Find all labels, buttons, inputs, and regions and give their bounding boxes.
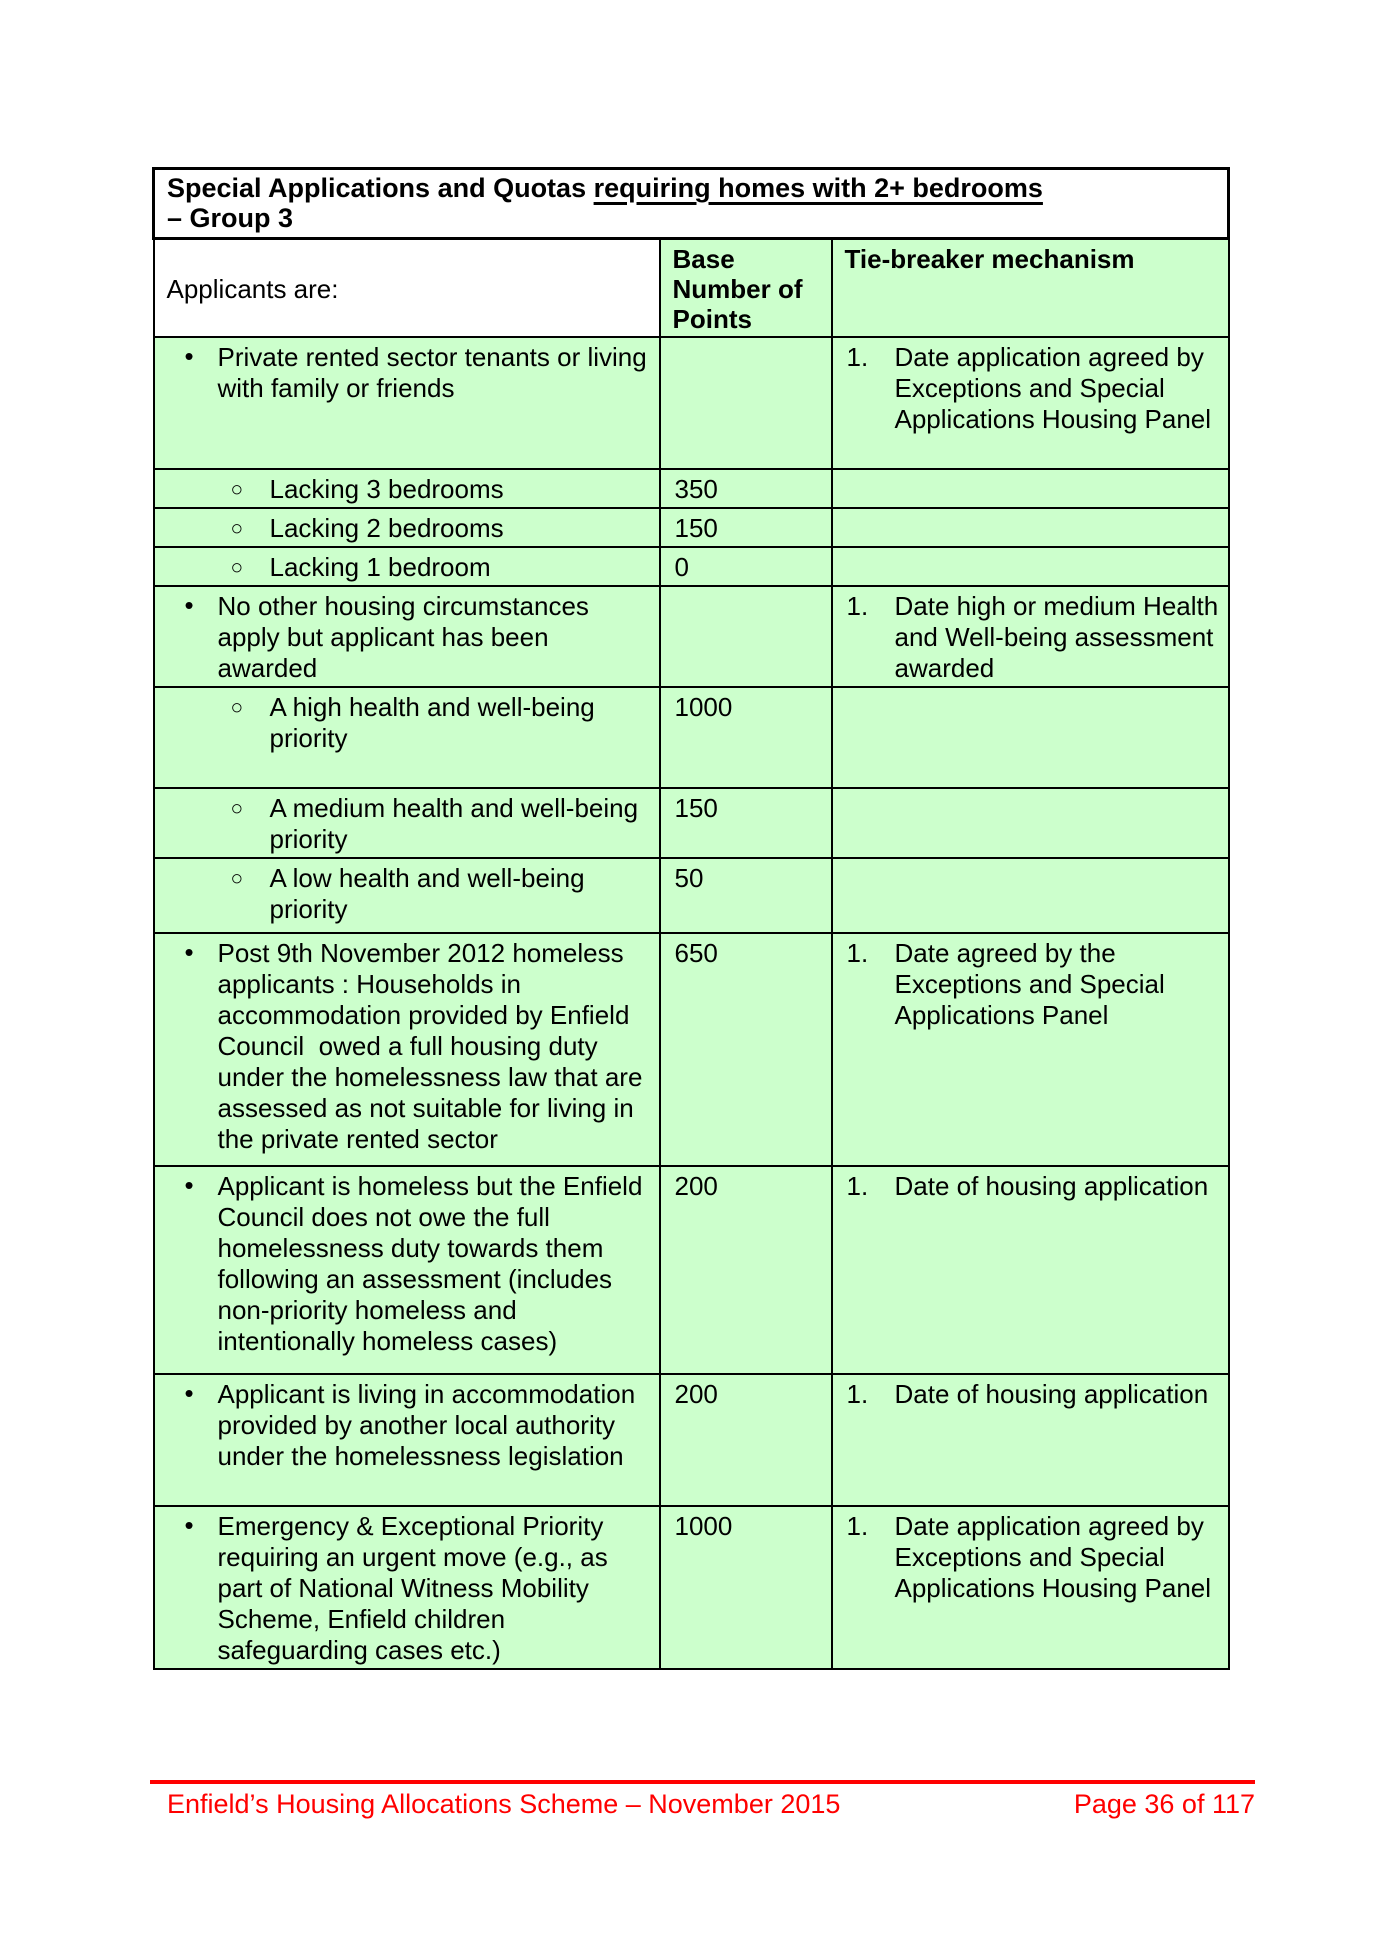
points-cell [660, 1166, 832, 1374]
applicant-cell [154, 1166, 660, 1374]
applicant-item [167, 513, 653, 544]
tiebreaker-item [845, 938, 1222, 1031]
bullet-icon: • [184, 937, 194, 967]
tiebreaker-text: Date application agreed by Exceptions and Special Applications Housing Panel [894, 342, 1212, 434]
points-cell [660, 687, 832, 788]
points-cell [660, 337, 832, 469]
tiebreaker-cell [832, 508, 1229, 547]
tiebreaker-cell [832, 687, 1229, 788]
applicant-text: Applicant is homeless but the Enfield Council does not owe the full homelessness duty towards them following an assessment (includes non-priority homeless and intentionally homeless cases) [217, 1171, 657, 1356]
table-title-row [154, 169, 1229, 239]
circle-icon: ○ [230, 867, 244, 890]
applicant-text: Lacking 2 bedrooms [269, 513, 504, 543]
applicant-text: A high health and well-being priority [269, 692, 602, 753]
circle-icon: ○ [230, 696, 244, 719]
table-row [154, 508, 1229, 547]
points-value: 1000 [674, 692, 733, 722]
points-value: 200 [674, 1379, 718, 1409]
tiebreaker-cell [832, 1374, 1229, 1506]
table-body [154, 337, 1229, 1669]
applicant-item [167, 552, 653, 583]
tiebreaker-cell [832, 586, 1229, 687]
bullet-icon: • [184, 1170, 194, 1200]
applicant-item [167, 863, 653, 925]
points-cell [660, 469, 832, 508]
applicant-cell [154, 586, 660, 687]
header-applicants: Applicants are: [154, 239, 660, 338]
circle-icon: ○ [230, 478, 244, 501]
tiebreaker-item [845, 1511, 1222, 1604]
applicant-cell [154, 508, 660, 547]
points-cell [660, 858, 832, 933]
tiebreaker-cell [832, 547, 1229, 586]
applicant-item [167, 474, 653, 505]
bullet-icon: • [184, 341, 194, 371]
tiebreaker-number: 1. [846, 591, 869, 621]
circle-icon: ○ [230, 556, 244, 579]
tiebreaker-cell [832, 858, 1229, 933]
table-row [154, 933, 1229, 1166]
table-row [154, 337, 1229, 469]
table-row [154, 687, 1229, 788]
points-value: 350 [674, 474, 718, 504]
table-row [154, 586, 1229, 687]
table-title-normal: Special Applications and Quotas [167, 173, 594, 203]
table-row [154, 1374, 1229, 1506]
applicant-item [167, 938, 653, 1155]
tiebreaker-text: Date high or medium Health and Well-being assessment awarded [894, 591, 1226, 683]
tiebreaker-text: Date of housing application [894, 1171, 1209, 1201]
applicant-cell [154, 933, 660, 1166]
applicant-text: A low health and well-being priority [269, 863, 592, 924]
table-row [154, 858, 1229, 933]
applicant-cell [154, 858, 660, 933]
points-value: 50 [674, 863, 704, 893]
tiebreaker-number: 1. [846, 1511, 869, 1541]
table-title-line2: – Group 3 [167, 203, 294, 233]
header-tiebreaker: Tie-breaker mechanism [832, 239, 1229, 338]
table-row [154, 788, 1229, 858]
applicant-text: A medium health and well-being priority [269, 793, 646, 854]
tiebreaker-text: Date application agreed by Exceptions and Special Applications Housing Panel [894, 1511, 1212, 1603]
tiebreaker-cell [832, 933, 1229, 1166]
footer-document-title: Enfield’s Housing Allocations Scheme – November 2015 [167, 1789, 841, 1819]
bullet-icon: • [184, 1378, 194, 1408]
applicant-text: No other housing circumstances apply but applicant has been awarded [217, 591, 597, 683]
applicant-cell [154, 337, 660, 469]
tiebreaker-cell [832, 337, 1229, 469]
tiebreaker-item [845, 1171, 1222, 1202]
table-title-cell [154, 169, 1229, 239]
tiebreaker-cell [832, 1166, 1229, 1374]
applicant-cell [154, 1374, 660, 1506]
applicant-item [167, 1170, 657, 1357]
points-value: 650 [674, 938, 718, 968]
applicant-cell [154, 788, 660, 858]
applicant-cell [154, 1506, 660, 1669]
applicant-cell [154, 547, 660, 586]
tiebreaker-cell [832, 788, 1229, 858]
applicant-text: Lacking 1 bedroom [269, 552, 491, 582]
table-row [154, 469, 1229, 508]
points-value: 200 [674, 1171, 718, 1201]
points-cell [660, 547, 832, 586]
applicant-text: Emergency & Exceptional Priority requiring an urgent move (e.g., as part of National Witness Mobility Scheme, Enfield children safeguarding cases etc.) [217, 1511, 615, 1665]
applicant-item [167, 793, 653, 855]
applicant-item [167, 591, 653, 684]
points-value: 1000 [674, 1511, 733, 1541]
points-value: 150 [674, 793, 718, 823]
page-footer [150, 1780, 1255, 1819]
applicant-text: Post 9th November 2012 homeless applicants : Households in accommodation provided by Enfield Council owed a full housing duty under the homelessness law that are assessed as not suitable for living in the private rented sector [217, 938, 650, 1154]
tiebreaker-item [845, 342, 1222, 435]
applicant-text: Private rented sector tenants or living with family or friends [217, 342, 654, 403]
tiebreaker-number: 1. [846, 1171, 869, 1201]
applicant-text: Lacking 3 bedrooms [269, 474, 504, 504]
points-cell [660, 788, 832, 858]
header-points: Base Number of Points [660, 239, 832, 338]
tiebreaker-item [845, 591, 1226, 684]
applicant-item [167, 692, 653, 754]
table-row [154, 1166, 1229, 1374]
tiebreaker-number: 1. [846, 342, 869, 372]
points-cell [660, 1374, 832, 1506]
points-cell [660, 508, 832, 547]
table-title-line1 [167, 173, 1217, 203]
bullet-icon: • [184, 1510, 194, 1540]
applicant-item [167, 1511, 653, 1666]
circle-icon: ○ [230, 517, 244, 540]
points-cell [660, 933, 832, 1166]
tiebreaker-number: 1. [846, 938, 869, 968]
points-cell [660, 1506, 832, 1669]
points-cell [660, 586, 832, 687]
circle-icon: ○ [230, 797, 244, 820]
tiebreaker-text: Date agreed by the Exceptions and Special Applications Panel [894, 938, 1171, 1030]
applicant-cell [154, 469, 660, 508]
table-header-row [154, 239, 1229, 338]
table-row [154, 1506, 1229, 1669]
tiebreaker-number: 1. [846, 1379, 869, 1409]
points-value: 150 [674, 513, 718, 543]
table-title-underlined: requiring homes with 2+ bedrooms [593, 173, 1043, 203]
applicant-item [167, 1379, 653, 1472]
applicant-cell [154, 687, 660, 788]
bullet-icon: • [184, 590, 194, 620]
tiebreaker-cell [832, 469, 1229, 508]
tiebreaker-cell [832, 1506, 1229, 1669]
allocations-table [152, 167, 1230, 1670]
tiebreaker-text: Date of housing application [894, 1379, 1209, 1409]
points-value: 0 [674, 552, 689, 582]
applicant-text: Applicant is living in accommodation provided by another local authority under the homelessness legislation [217, 1379, 643, 1471]
applicant-item [167, 342, 653, 404]
table-row [154, 547, 1229, 586]
tiebreaker-item [845, 1379, 1222, 1410]
footer-page-number: Page 36 of 117 [1073, 1789, 1255, 1819]
